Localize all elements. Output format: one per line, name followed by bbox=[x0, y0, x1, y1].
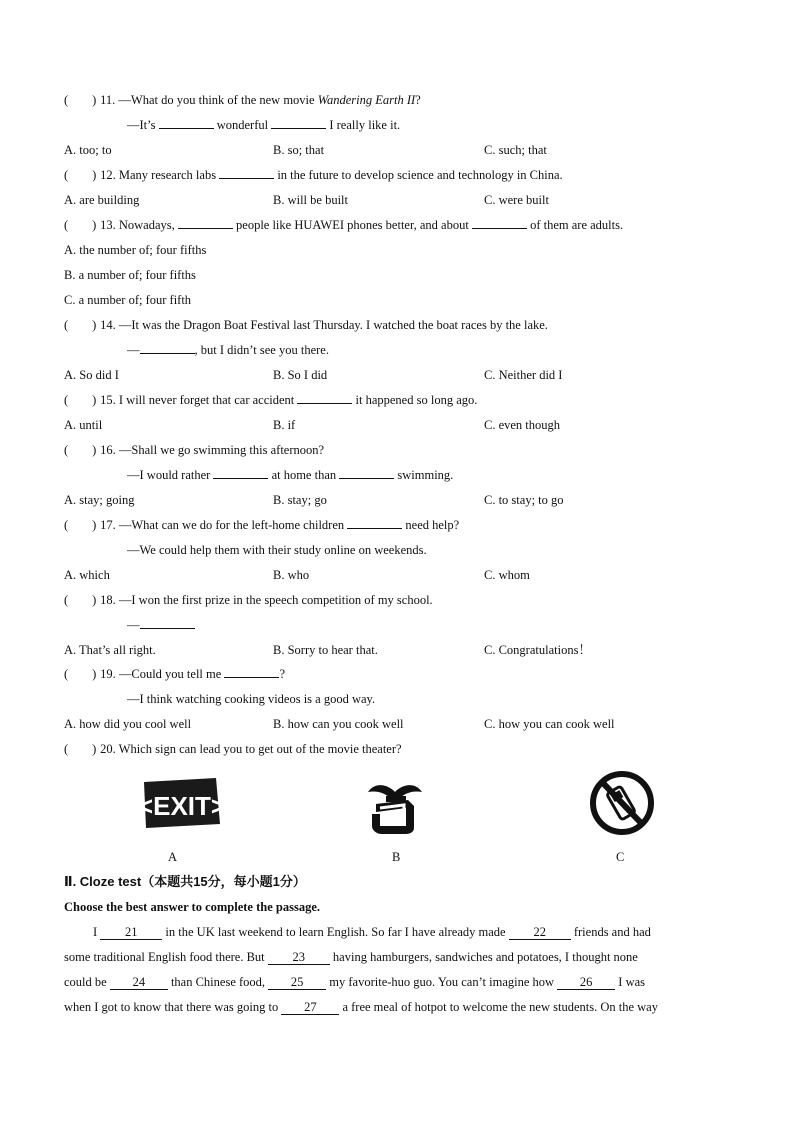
passage-line-3: could be 24 than Chinese food, 25 my favorite-huo guo. You can’t imagine how 26 I was bbox=[64, 975, 646, 989]
passage-line-2: some traditional English food there. But 23 having hamburgers, sandwiches and potatoes, I thought none bbox=[64, 950, 638, 964]
passage-line-4: when I got to know that there was going to 27 a free meal of hotpot to welcome the new students. On the way bbox=[64, 1000, 658, 1014]
question-14-reply: — , but I didn’t see you there. bbox=[127, 343, 329, 357]
question-20: ( ) 20. Which sign can lead you to get out of the movie theater? bbox=[64, 742, 402, 756]
question-11: ( ) 11. —What do you think of the new movie Wandering Earth II? bbox=[64, 93, 421, 107]
option-a[interactable]: A. are building bbox=[64, 193, 140, 207]
answer-paren[interactable]: ( ) bbox=[64, 93, 97, 107]
answer-paren[interactable]: ( ) bbox=[64, 393, 97, 407]
question-18: ( ) 18. —I won the first prize in the speech competition of my school. bbox=[64, 593, 433, 607]
blank-24[interactable]: 24 bbox=[110, 976, 168, 990]
option-b[interactable]: B. so; that bbox=[273, 143, 325, 157]
question-13: ( ) 13. Nowadays, people like HUAWEI phones better, and about of them are adults. bbox=[64, 218, 624, 232]
option-a[interactable]: A. until bbox=[64, 418, 103, 432]
exit-sign-text: <EXIT> bbox=[140, 791, 222, 821]
answer-paren[interactable]: ( ) bbox=[64, 318, 97, 332]
answer-paren[interactable]: ( ) bbox=[64, 218, 97, 232]
blank-26[interactable]: 26 bbox=[557, 976, 615, 990]
question-14: ( ) 14. —It was the Dragon Boat Festival last Thursday. I watched the boat races by the lake. bbox=[64, 318, 548, 332]
option-c[interactable]: C. were built bbox=[484, 193, 549, 207]
blank-22[interactable]: 22 bbox=[509, 926, 571, 940]
blank-21[interactable]: 21 bbox=[100, 926, 162, 940]
question-11-reply: —It’s wonderful I really like it. bbox=[127, 118, 401, 132]
option-b[interactable]: B. a number of; four fifths bbox=[64, 268, 196, 282]
blank-23[interactable]: 23 bbox=[268, 951, 330, 965]
option-a[interactable]: A. which bbox=[64, 568, 110, 582]
option-b[interactable]: B. stay; go bbox=[273, 493, 327, 507]
answer-paren[interactable]: ( ) bbox=[64, 518, 97, 532]
option-a[interactable]: A. So did I bbox=[64, 368, 119, 382]
option-c[interactable]: C. whom bbox=[484, 568, 530, 582]
option-a[interactable]: A. too; to bbox=[64, 143, 112, 157]
option-c[interactable]: C. to stay; to go bbox=[484, 493, 564, 507]
answer-paren[interactable]: ( ) bbox=[64, 667, 97, 681]
answer-paren[interactable]: ( ) bbox=[64, 168, 97, 182]
question-12: ( ) 12. Many research labs in the future to develop science and technology in China. bbox=[64, 168, 563, 182]
answer-paren[interactable]: ( ) bbox=[64, 742, 97, 756]
sign-label-c: C bbox=[616, 850, 625, 864]
trash-sign-icon[interactable] bbox=[364, 778, 426, 836]
option-b[interactable]: B. how can you cook well bbox=[273, 717, 404, 731]
blank-27[interactable]: 27 bbox=[281, 1001, 339, 1015]
sign-label-b: B bbox=[392, 850, 401, 864]
option-c[interactable]: C. Neither did I bbox=[484, 368, 563, 382]
option-b[interactable]: B. will be built bbox=[273, 193, 348, 207]
question-17-reply: —We could help them with their study online on weekends. bbox=[127, 543, 427, 557]
answer-paren[interactable]: ( ) bbox=[64, 443, 97, 457]
question-19-reply: —I think watching cooking videos is a good way. bbox=[127, 692, 376, 706]
option-c[interactable]: C. Congratulations！ bbox=[484, 643, 591, 657]
option-a[interactable]: A. the number of; four fifths bbox=[64, 243, 207, 257]
question-16-reply: —I would rather at home than swimming. bbox=[127, 468, 454, 482]
option-b[interactable]: B. who bbox=[273, 568, 310, 582]
question-15: ( ) 15. I will never forget that car accident it happened so long ago. bbox=[64, 393, 478, 407]
answer-paren[interactable]: ( ) bbox=[64, 593, 97, 607]
option-a[interactable]: A. stay; going bbox=[64, 493, 135, 507]
option-c[interactable]: C. even though bbox=[484, 418, 561, 432]
option-b[interactable]: B. if bbox=[273, 418, 296, 432]
question-16: ( ) 16. —Shall we go swimming this afternoon? bbox=[64, 443, 325, 457]
option-c[interactable]: C. such; that bbox=[484, 143, 547, 157]
passage-line-1: I 21 in the UK last weekend to learn English. So far I have already made 22 friends and had bbox=[93, 925, 651, 939]
option-b[interactable]: B. Sorry to hear that. bbox=[273, 643, 378, 657]
section-instruction: Choose the best answer to complete the passage. bbox=[64, 900, 320, 914]
option-b[interactable]: B. So I did bbox=[273, 368, 328, 382]
question-19: ( ) 19. —Could you tell me ? bbox=[64, 667, 285, 681]
option-c[interactable]: C. a number of; four fifth bbox=[64, 293, 192, 307]
option-a[interactable]: A. how did you cool well bbox=[64, 717, 192, 731]
no-phone-sign-icon[interactable] bbox=[589, 770, 655, 836]
option-a[interactable]: A. That’s all right. bbox=[64, 643, 156, 657]
question-18-reply: — bbox=[127, 617, 195, 633]
option-c[interactable]: C. how you can cook well bbox=[484, 717, 615, 731]
blank-25[interactable]: 25 bbox=[268, 976, 326, 990]
section-title: Ⅱ. Cloze test（本题共15分，每小题1分） bbox=[64, 874, 306, 889]
question-17: ( ) 17. —What can we do for the left-home children need help? bbox=[64, 518, 460, 532]
exit-sign-icon[interactable] bbox=[140, 778, 222, 830]
sign-label-a: A bbox=[168, 850, 178, 864]
